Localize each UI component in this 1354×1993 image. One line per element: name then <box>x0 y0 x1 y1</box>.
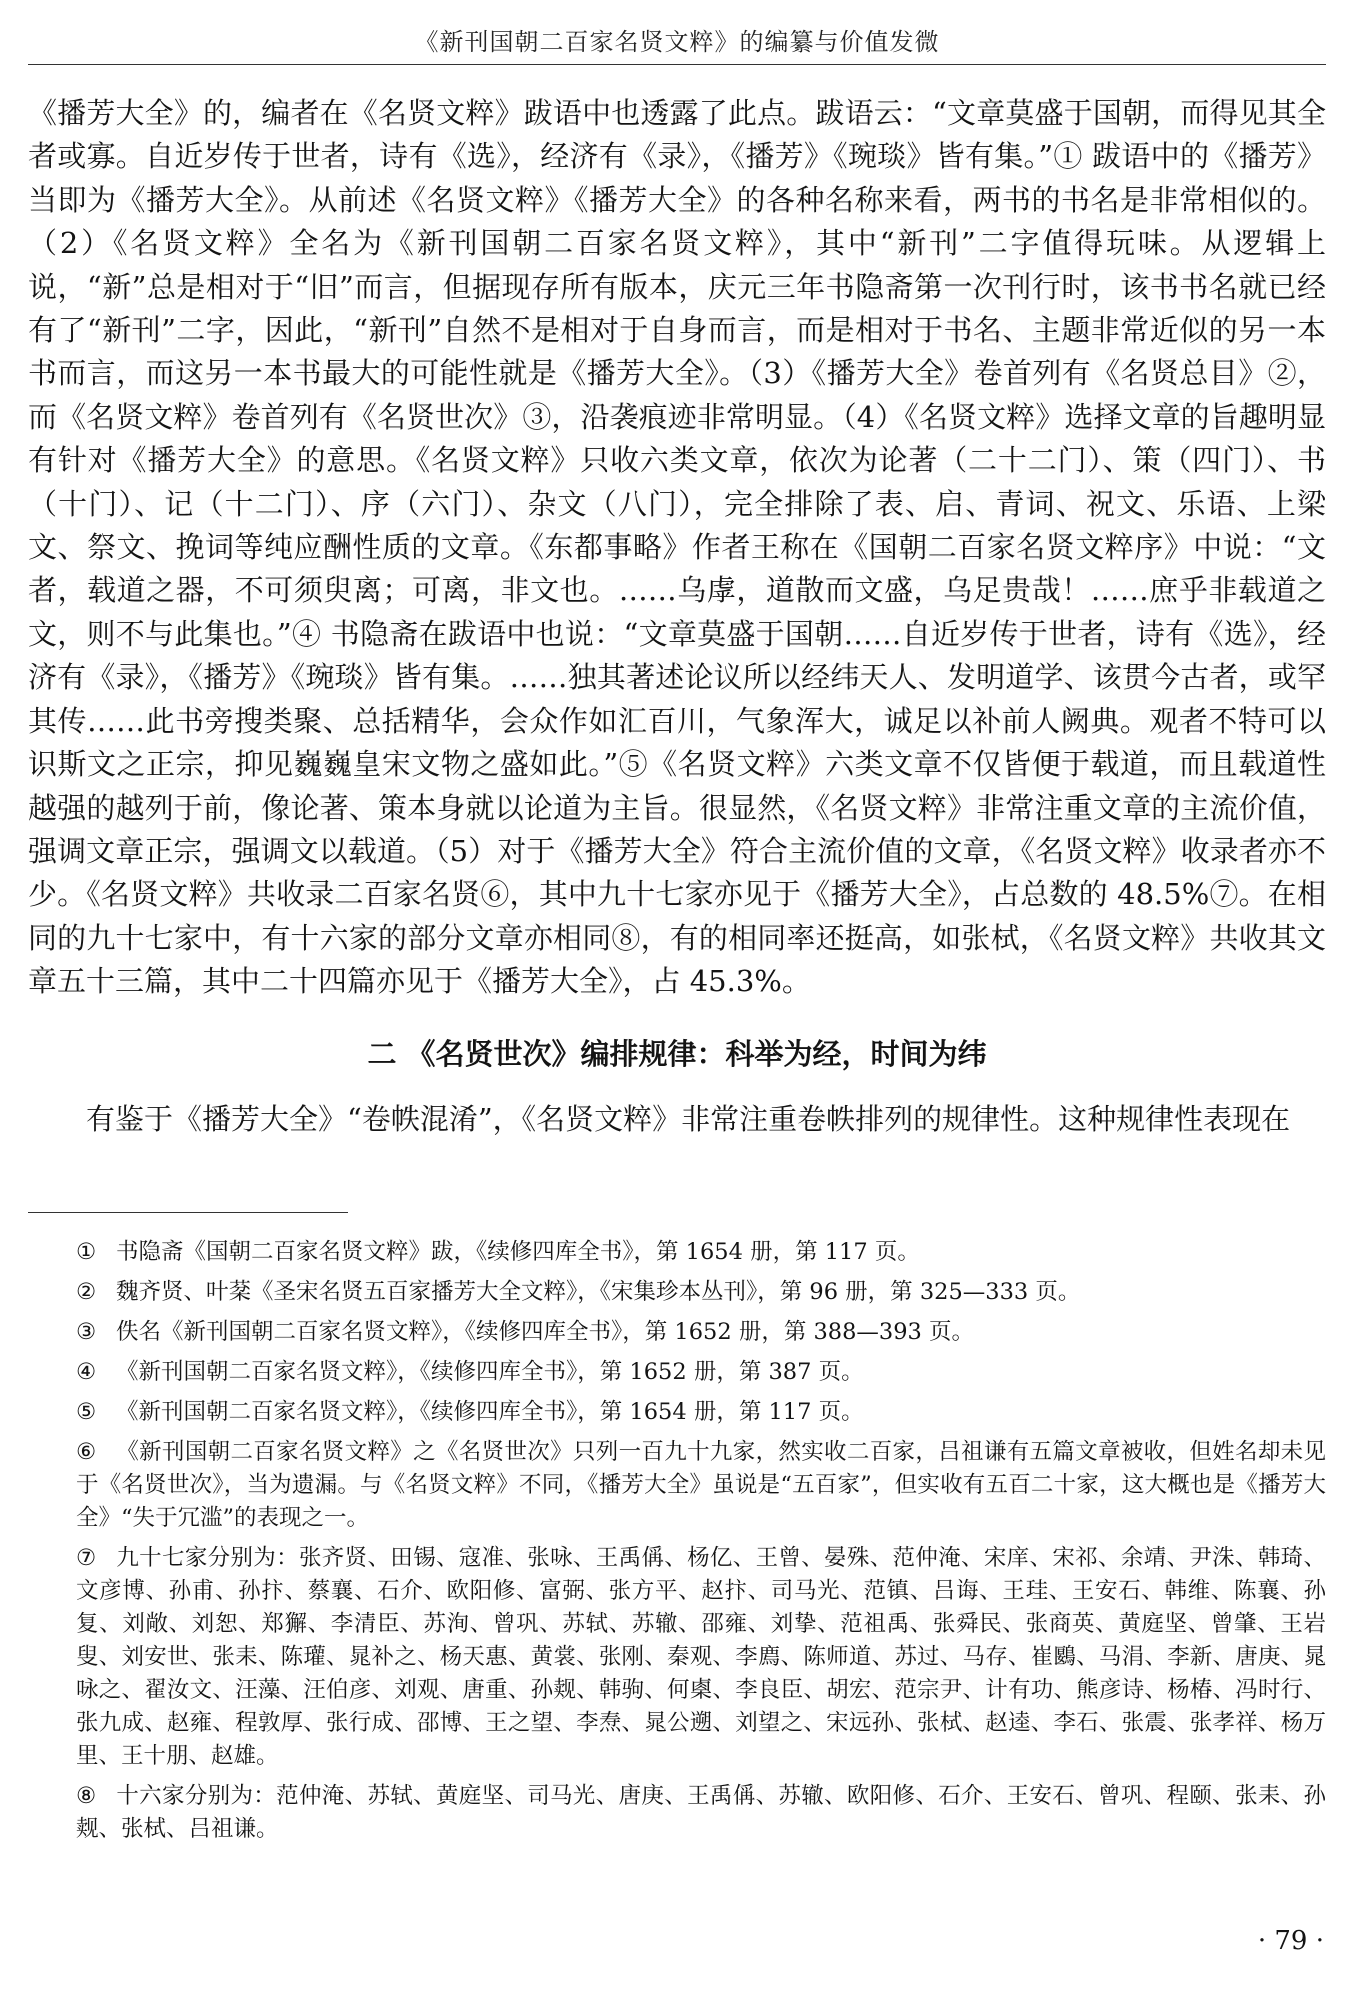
footnote-4 <box>28 1356 1326 1389</box>
footnote-text: 九十七家分别为：张齐贤、田锡、寇准、张咏、王禹偁、杨亿、王曾、晏殊、范仲淹、宋庠、宋祁、余靖、尹洙、韩琦、文彦博、孙甫、孙抃、蔡襄、石介、欧阳修、富弼、张方平、赵抃、司马光、范镇、吕诲、王珪、王安石、韩维、陈襄、孙复、刘敞、刘恕、郑獬、李清臣、苏洵、曾巩、苏轼、苏辙、邵雍、刘挚、范祖禹、张舜民、张商英、黄庭坚、曾肇、王岩叟、刘安世、张耒、陈瓘、晁补之、杨天惠、黄裳、张刚、秦观、李廌、陈师道、苏过、马存、崔鶠、马涓、李新、唐庚、晁咏之、翟汝文、汪藻、汪伯彦、刘观、唐重、孙觌、韩驹、何㮚、李良臣、胡宏、范宗尹、计有功、熊彦诗、杨椿、冯时行、张九成、赵雍、程敦厚、张行成、邵博、王之望、李焘、晁公遡、刘望之、宋远孙、张栻、赵逵、李石、张震、张孝祥、杨万里、王十朋、赵雄。 <box>76 1545 1326 1769</box>
running-title: 《新刊国朝二百家名贤文粹》的编纂与价值发微 <box>414 28 940 56</box>
footnote-text: 《新刊国朝二百家名贤文粹》，《续修四库全书》，第 1652 册，第 387 页。 <box>116 1359 864 1385</box>
footnote-rule <box>28 1212 348 1213</box>
footnote-mark: ⑥ <box>76 1439 97 1465</box>
footnote-mark: ③ <box>76 1319 97 1345</box>
footnotes <box>28 1236 1326 1853</box>
footnote-3 <box>28 1316 1326 1349</box>
footnote-mark: ④ <box>76 1359 97 1385</box>
article-body <box>28 92 1326 1141</box>
header-rule <box>28 64 1326 65</box>
footnote-text: 佚名《新刊国朝二百家名贤文粹》，《续修四库全书》，第 1652 册，第 388—393 页。 <box>116 1319 975 1345</box>
body-paragraph-1: 《播芳大全》的，编者在《名贤文粹》跋语中也透露了此点。跋语云：“文章莫盛于国朝，而得见其全者或寡。自近岁传于世者，诗有《选》，经济有《录》，《播芳》《琬琰》皆有集。”① 跋语中的《播芳》当即为《播芳大全》。从前述《名贤文粹》《播芳大全》的各种名称来看，两书的书名是非常相似的。（2）《名贤文粹》全名为《新刊国朝二百家名贤文粹》，其中“新刊”二字值得玩味。从逻辑上说，“新”总是相对于“旧”而言，但据现存所有版本，庆元三年书隐斋第一次刊行时，该书书名就已经有了“新刊”二字，因此，“新刊”自然不是相对于自身而言，而是相对于书名、主题非常近似的另一本书而言，而这另一本书最大的可能性就是《播芳大全》。（3）《播芳大全》卷首列有《名贤总目》②，而《名贤文粹》卷首列有《名贤世次》③，沿袭痕迹非常明显。（4）《名贤文粹》选择文章的旨趣明显有针对《播芳大全》的意思。《名贤文粹》只收六类文章，依次为论著（二十二门）、策（四门）、书（十门）、记（十二门）、序（六门）、杂文（八门），完全排除了表、启、青词、祝文、乐语、上梁文、祭文、挽词等纯应酬性质的文章。《东都事略》作者王称在《国朝二百家名贤文粹序》中说：“文者，载道之器，不可须臾离；可离，非文也。……乌虖，道散而文盛，乌足贵哉！……庶乎非载道之文，则不与此集也。”④ 书隐斋在跋语中也说：“文章莫盛于国朝……自近岁传于世者，诗有《选》，经济有《录》，《播芳》《琬琰》皆有集。……独其著述论议所以经纬天人、发明道学、该贯今古者，或罕其传……此书旁搜类聚、总括精华，会众作如汇百川，气象浑大，诚足以补前人阙典。观者不特可以识斯文之正宗，抑见巍巍皇宋文物之盛如此。”⑤《名贤文粹》六类文章不仅皆便于载道，而且载道性越强的越列于前，像论著、策本身就以论道为主旨。很显然，《名贤文粹》非常注重文章的主流价值，强调文章正宗，强调文以载道。（5）对于《播芳大全》符合主流价值的文章，《名贤文粹》收录者亦不少。《名贤文粹》共收录二百家名贤⑥，其中九十七家亦见于《播芳大全》，占总数的 48.5%⑦。在相同的九十七家中，有十六家的部分文章亦相同⑧，有的相同率还挺高，如张栻，《名贤文粹》共收其文章五十三篇，其中二十四篇亦见于《播芳大全》，占 45.3%。 <box>28 96 1326 999</box>
footnote-text: 书隐斋《国朝二百家名贤文粹》跋，《续修四库全书》，第 1654 册，第 117 页。 <box>116 1239 920 1265</box>
footnote-text: 《新刊国朝二百家名贤文粹》之《名贤世次》只列一百九十九家，然实收二百家，吕祖谦有五篇文章被收，但姓名却未见于《名贤世次》，当为遗漏。与《名贤文粹》不同，《播芳大全》虽说是“五百家”，但实收有五百二十家，这大概也是《播芳大全》“失于冗滥”的表现之一。 <box>76 1439 1326 1531</box>
footnote-5 <box>28 1396 1326 1429</box>
footnote-mark: ⑦ <box>76 1545 97 1571</box>
footnote-mark: ② <box>76 1279 97 1305</box>
page-number: · 79 · <box>1257 1926 1324 1956</box>
footnote-text: 魏齐贤、叶棻《圣宋名贤五百家播芳大全文粹》，《宋集珍本丛刊》，第 96 册，第 325—333 页。 <box>116 1279 1081 1305</box>
footnote-mark: ⑤ <box>76 1399 97 1425</box>
footnote-mark: ⑧ <box>76 1783 97 1809</box>
section-heading: 二 《名贤世次》编排规律：科举为经，时间为纬 <box>367 1036 987 1071</box>
footnote-mark: ① <box>76 1239 97 1265</box>
footnote-7 <box>28 1542 1326 1773</box>
footnote-1 <box>28 1236 1326 1269</box>
footnote-2 <box>28 1276 1326 1309</box>
body-paragraph-2: 有鉴于《播芳大全》“卷帙混淆”，《名贤文粹》非常注重卷帙排列的规律性。这种规律性表现在 <box>86 1101 1291 1136</box>
footnote-6 <box>28 1436 1326 1535</box>
footnote-text: 十六家分别为：范仲淹、苏轼、黄庭坚、司马光、唐庚、王禹偁、苏辙、欧阳修、石介、王安石、曾巩、程颐、张耒、孙觌、张栻、吕祖谦。 <box>76 1783 1326 1842</box>
footnote-8 <box>28 1780 1326 1846</box>
footnote-text: 《新刊国朝二百家名贤文粹》，《续修四库全书》，第 1654 册，第 117 页。 <box>116 1399 864 1425</box>
